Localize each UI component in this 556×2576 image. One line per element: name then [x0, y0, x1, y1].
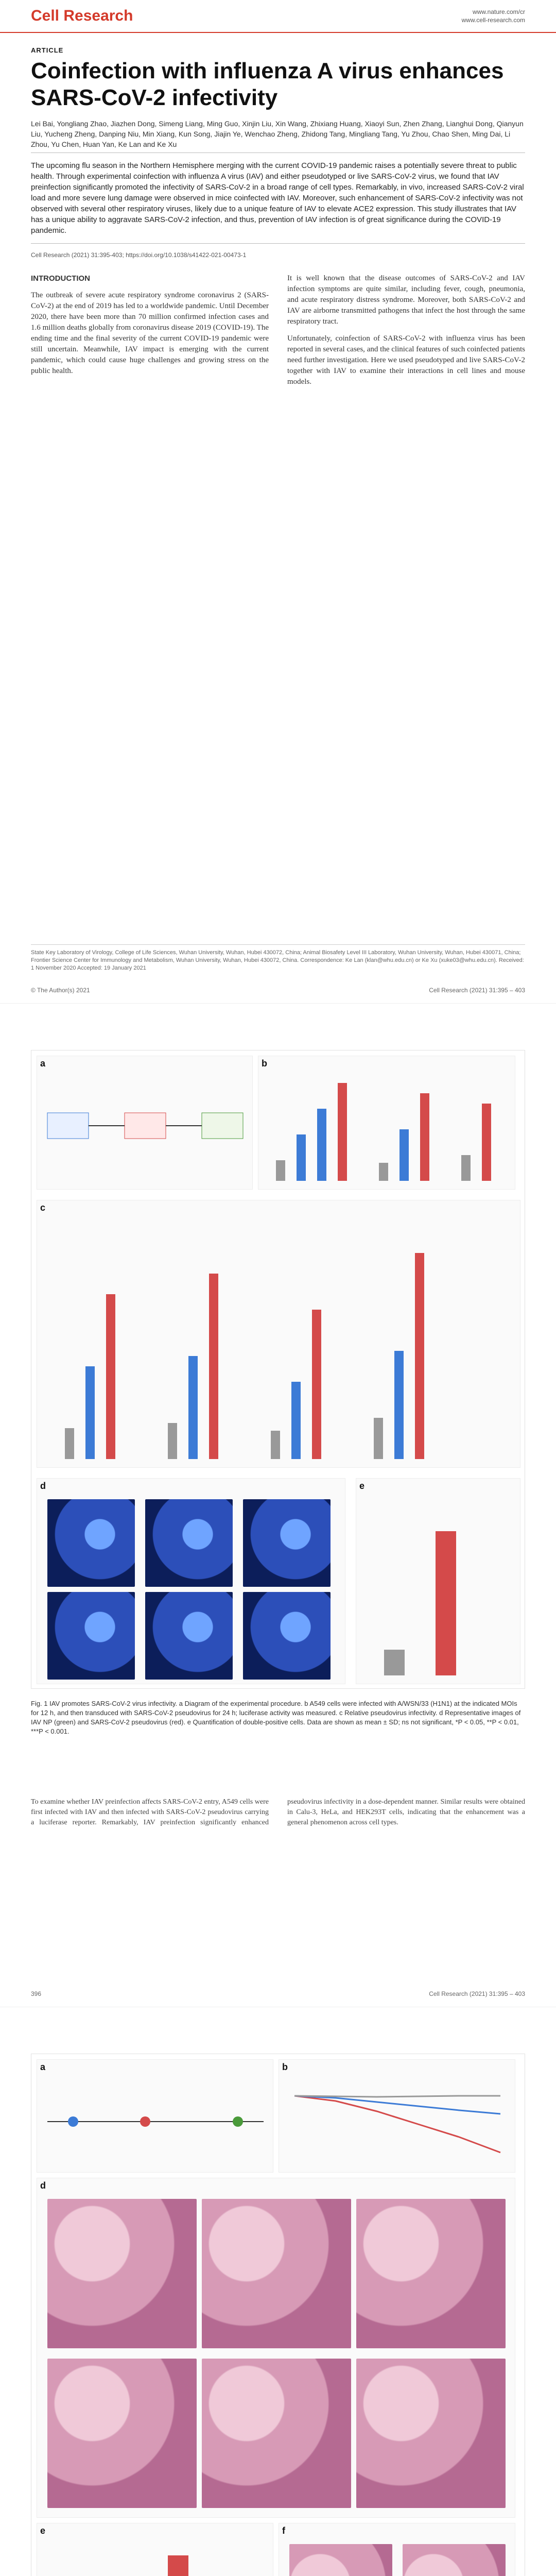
panel-label: e — [40, 2526, 46, 2536]
article-kicker: ARTICLE — [31, 46, 64, 54]
figure-caption: Fig. 1 IAV promotes SARS-CoV-2 virus infectivity. a Diagram of the experimental procedure. b A549 cells were infected with A/WSN/33 (H1N1) at the indicated MOIs for 12 h, and then transduced with SARS-CoV-2 pseudovirus for 24 h; luciferase activity was measured. c Relative pseudovirus infectivity. d Representative images of IAV NP (green) and SARS-CoV-2 pseudovirus (red). e Quantification of double-positive cells. Data are shown as mean ± SD; ns not significant, *P < 0.05, **P < 0.01, ***P < 0.001. — [31, 1700, 521, 1735]
article-page-2 — [0, 1004, 556, 2007]
bar — [168, 1423, 177, 1459]
histology-image — [202, 2359, 351, 2508]
micrograph — [243, 1592, 331, 1680]
fig2-panel-d — [37, 2178, 515, 2518]
body-columns — [31, 273, 525, 900]
journal-name: Cell Research — [31, 7, 133, 24]
line-plot — [284, 2075, 511, 2168]
bar — [374, 1418, 383, 1459]
fig2-panel-e — [37, 2523, 273, 2576]
panel-label: b — [262, 1058, 267, 1069]
bar — [338, 1083, 347, 1181]
fig2-panel-f — [279, 2523, 515, 2576]
bar — [394, 1351, 404, 1459]
fig2-panel-b — [279, 2059, 515, 2173]
figure-2 — [31, 2054, 525, 2576]
bar-group — [363, 1497, 513, 1675]
journal-url[interactable]: www.nature.com/cr — [472, 8, 525, 15]
article-page-1 — [0, 0, 556, 1004]
bar — [85, 1366, 95, 1459]
bar — [297, 1134, 306, 1181]
panel-label: e — [359, 1481, 365, 1491]
body-paragraph: The outbreak of severe acute respiratory syndrome coronavirus 2 (SARS-CoV-2) at the end of 2019 has led to a worldwide pandemic. Until December 2020, there have been more than 70 million confirmed infection cases and 1.6 million deaths globally from coronavirus disease 2019 (COVID-19). The ending time and the final severity of the current COVID-19 pandemic were still uncertain. Meanwhile, IAV impact is emerging with the current pandemic, which could cause huge challenges and growing stress on the public health. — [31, 291, 269, 375]
bar — [276, 1160, 285, 1181]
micrograph — [145, 1499, 233, 1587]
bar — [317, 1109, 326, 1181]
bar — [106, 1294, 115, 1459]
figure-1 — [31, 1050, 525, 1689]
fig2-panel-a — [37, 2059, 273, 2173]
fig1-panel-e — [356, 1478, 520, 1684]
article-page-3 — [0, 2007, 556, 2576]
panel-label: d — [40, 2180, 46, 2191]
journal-issue: Cell Research (2021) 31:395 – 403 — [429, 987, 525, 994]
copyright: © The Author(s) 2021 — [31, 987, 90, 994]
bar — [379, 1163, 388, 1181]
bar — [209, 1274, 218, 1459]
micrograph — [243, 1499, 331, 1587]
journal-urls — [462, 8, 525, 24]
panel-label: a — [40, 1058, 46, 1069]
bar — [461, 1155, 471, 1181]
histology-image — [356, 2359, 506, 2508]
micrograph — [47, 1499, 135, 1587]
bar — [399, 1129, 409, 1181]
schematic-diagram — [42, 1072, 248, 1185]
affiliations: State Key Laboratory of Virology, College of Life Sciences, Wuhan University, Wuhan, Hubei 430072, China; Animal Biosafety Level III Laboratory, Wuhan University, Wuhan, Hubei 430071, China; Frontier Science Center for Immunology and Metabolism, Wuhan University, Wuhan, Hubei 430072, China. Correspondence: Ke Lan (klan@whu.edu.cn) or Ke Xu (xuke03@whu.edu.cn). Received: 1 November 2020 Accepted: 19 January 2021 — [31, 944, 525, 972]
bar — [312, 1310, 321, 1459]
micrograph — [47, 1592, 135, 1680]
body-paragraph: It is well known that the disease outcomes of SARS-CoV-2 and IAV infection symptoms are quite similar, including fever, cough, pneumonia, and acute respiratory distress syndrome. Moreover, both SARS-CoV-2 and IAV are airborne transmitted pathogens that infect the host through the same respiratory tract. — [287, 274, 525, 326]
body-paragraph: Unfortunately, coinfection of SARS-CoV-2 with influenza virus has been reported in several cases, and the clinical features of such coinfected patients need further investigation. Here we used pseudotyped and live SARS-CoV-2 together with IAV to examine their interactions in cell lines and mouse models. — [287, 334, 525, 386]
histology-image — [403, 2544, 506, 2576]
bar-group — [44, 1219, 513, 1459]
bar-group — [44, 2542, 266, 2576]
panel-label: a — [40, 2062, 46, 2072]
journal-url[interactable]: www.cell-research.com — [461, 16, 525, 24]
panel-label: d — [40, 1481, 46, 1491]
histology-image — [356, 2199, 506, 2348]
article-title: Coinfection with influenza A virus enhances SARS-CoV-2 infectivity — [31, 58, 504, 110]
bar — [271, 1431, 280, 1459]
fig1-panel-a — [37, 1056, 253, 1190]
body-text: To examine whether IAV preinfection affects SARS-CoV-2 entry, A549 cells were first infected with IAV and then infected with SARS-CoV-2 pseudovirus carrying a luciferase reporter. Remarkably, IAV preinfection significantly enhanced pseudovirus infectivity in a dose-dependent manner. Similar results were obtained in Calu-3, HeLa, and HEK293T cells, indicating that the enhancement was a general phenomenon across cell types. — [31, 1798, 525, 1826]
bar — [420, 1093, 429, 1181]
journal-header — [0, 0, 556, 33]
citation-doi[interactable]: Cell Research (2021) 31:395-403; https://doi.org/10.1038/s41422-021-00473-1 — [31, 251, 247, 259]
timeline-diagram — [42, 2075, 269, 2168]
bar — [65, 1428, 74, 1459]
bar-group — [266, 1075, 508, 1181]
page-number: 396 — [31, 1990, 42, 1997]
journal-issue: Cell Research (2021) 31:395 – 403 — [429, 1990, 525, 1997]
bar — [415, 1253, 424, 1459]
bar — [188, 1356, 198, 1459]
panel-label: f — [282, 2526, 285, 2536]
author-list: Lei Bai, Yongliang Zhao, Jiazhen Dong, Simeng Liang, Ming Guo, Xinjin Liu, Xin Wang, Zhixiang Huang, Xiaoyi Sun, Zhen Zhang, Lianghui Dong, Qianyun Liu, Yucheng Zheng, Danping Niu, Min Xiang, Kun Song, Jiajin Ye, Wenchao Zheng, Zhidong Tang, Mingliang Tang, Yu Zhou, Chao Shen, Ming Dai, Li Zhou, Yu Chen, Huan Yan, Ke Lan and Ke Xu — [31, 120, 524, 148]
histology-image — [47, 2199, 197, 2348]
fig1-panel-d — [37, 1478, 345, 1684]
histology-image — [202, 2199, 351, 2348]
bar — [291, 1382, 301, 1459]
panel-label: c — [40, 1202, 46, 1213]
fig1-panel-c — [37, 1200, 520, 1468]
bar — [482, 1104, 491, 1181]
page-footer — [31, 987, 525, 994]
histology-image — [289, 2544, 392, 2576]
bar — [168, 2555, 188, 2576]
histology-image — [47, 2359, 197, 2508]
fig1-panel-b — [258, 1056, 515, 1190]
bar — [384, 1650, 405, 1675]
section-heading: INTRODUCTION — [31, 274, 90, 283]
bar — [436, 1531, 456, 1675]
page-footer — [31, 1990, 525, 1997]
abstract: The upcoming flu season in the Northern Hemisphere merging with the current COVID-19 pandemic raises a potentially severe threat to public health. Through experimental coinfection with influenza A virus (IAV) and either pseudotyped or live SARS-CoV-2 virus, we found that IAV preinfection significantly promoted the infectivity of SARS-CoV-2 in a broad range of cell types. Remarkably, in vivo, increased SARS-CoV-2 viral load and more severe lung damage were observed in mice coinfected with IAV. Moreover, such enhancement of SARS-CoV-2 infectivity was not observed with several other respiratory viruses, likely due to a unique feature of IAV to elevate ACE2 expression. This study illustrates that IAV has a unique ability to aggravate SARS-CoV-2 infection, and thus, prevention of IAV infection is of great significance during the COVID-19 pandemic. — [31, 152, 525, 244]
panel-label: b — [282, 2062, 288, 2072]
micrograph — [145, 1592, 233, 1680]
